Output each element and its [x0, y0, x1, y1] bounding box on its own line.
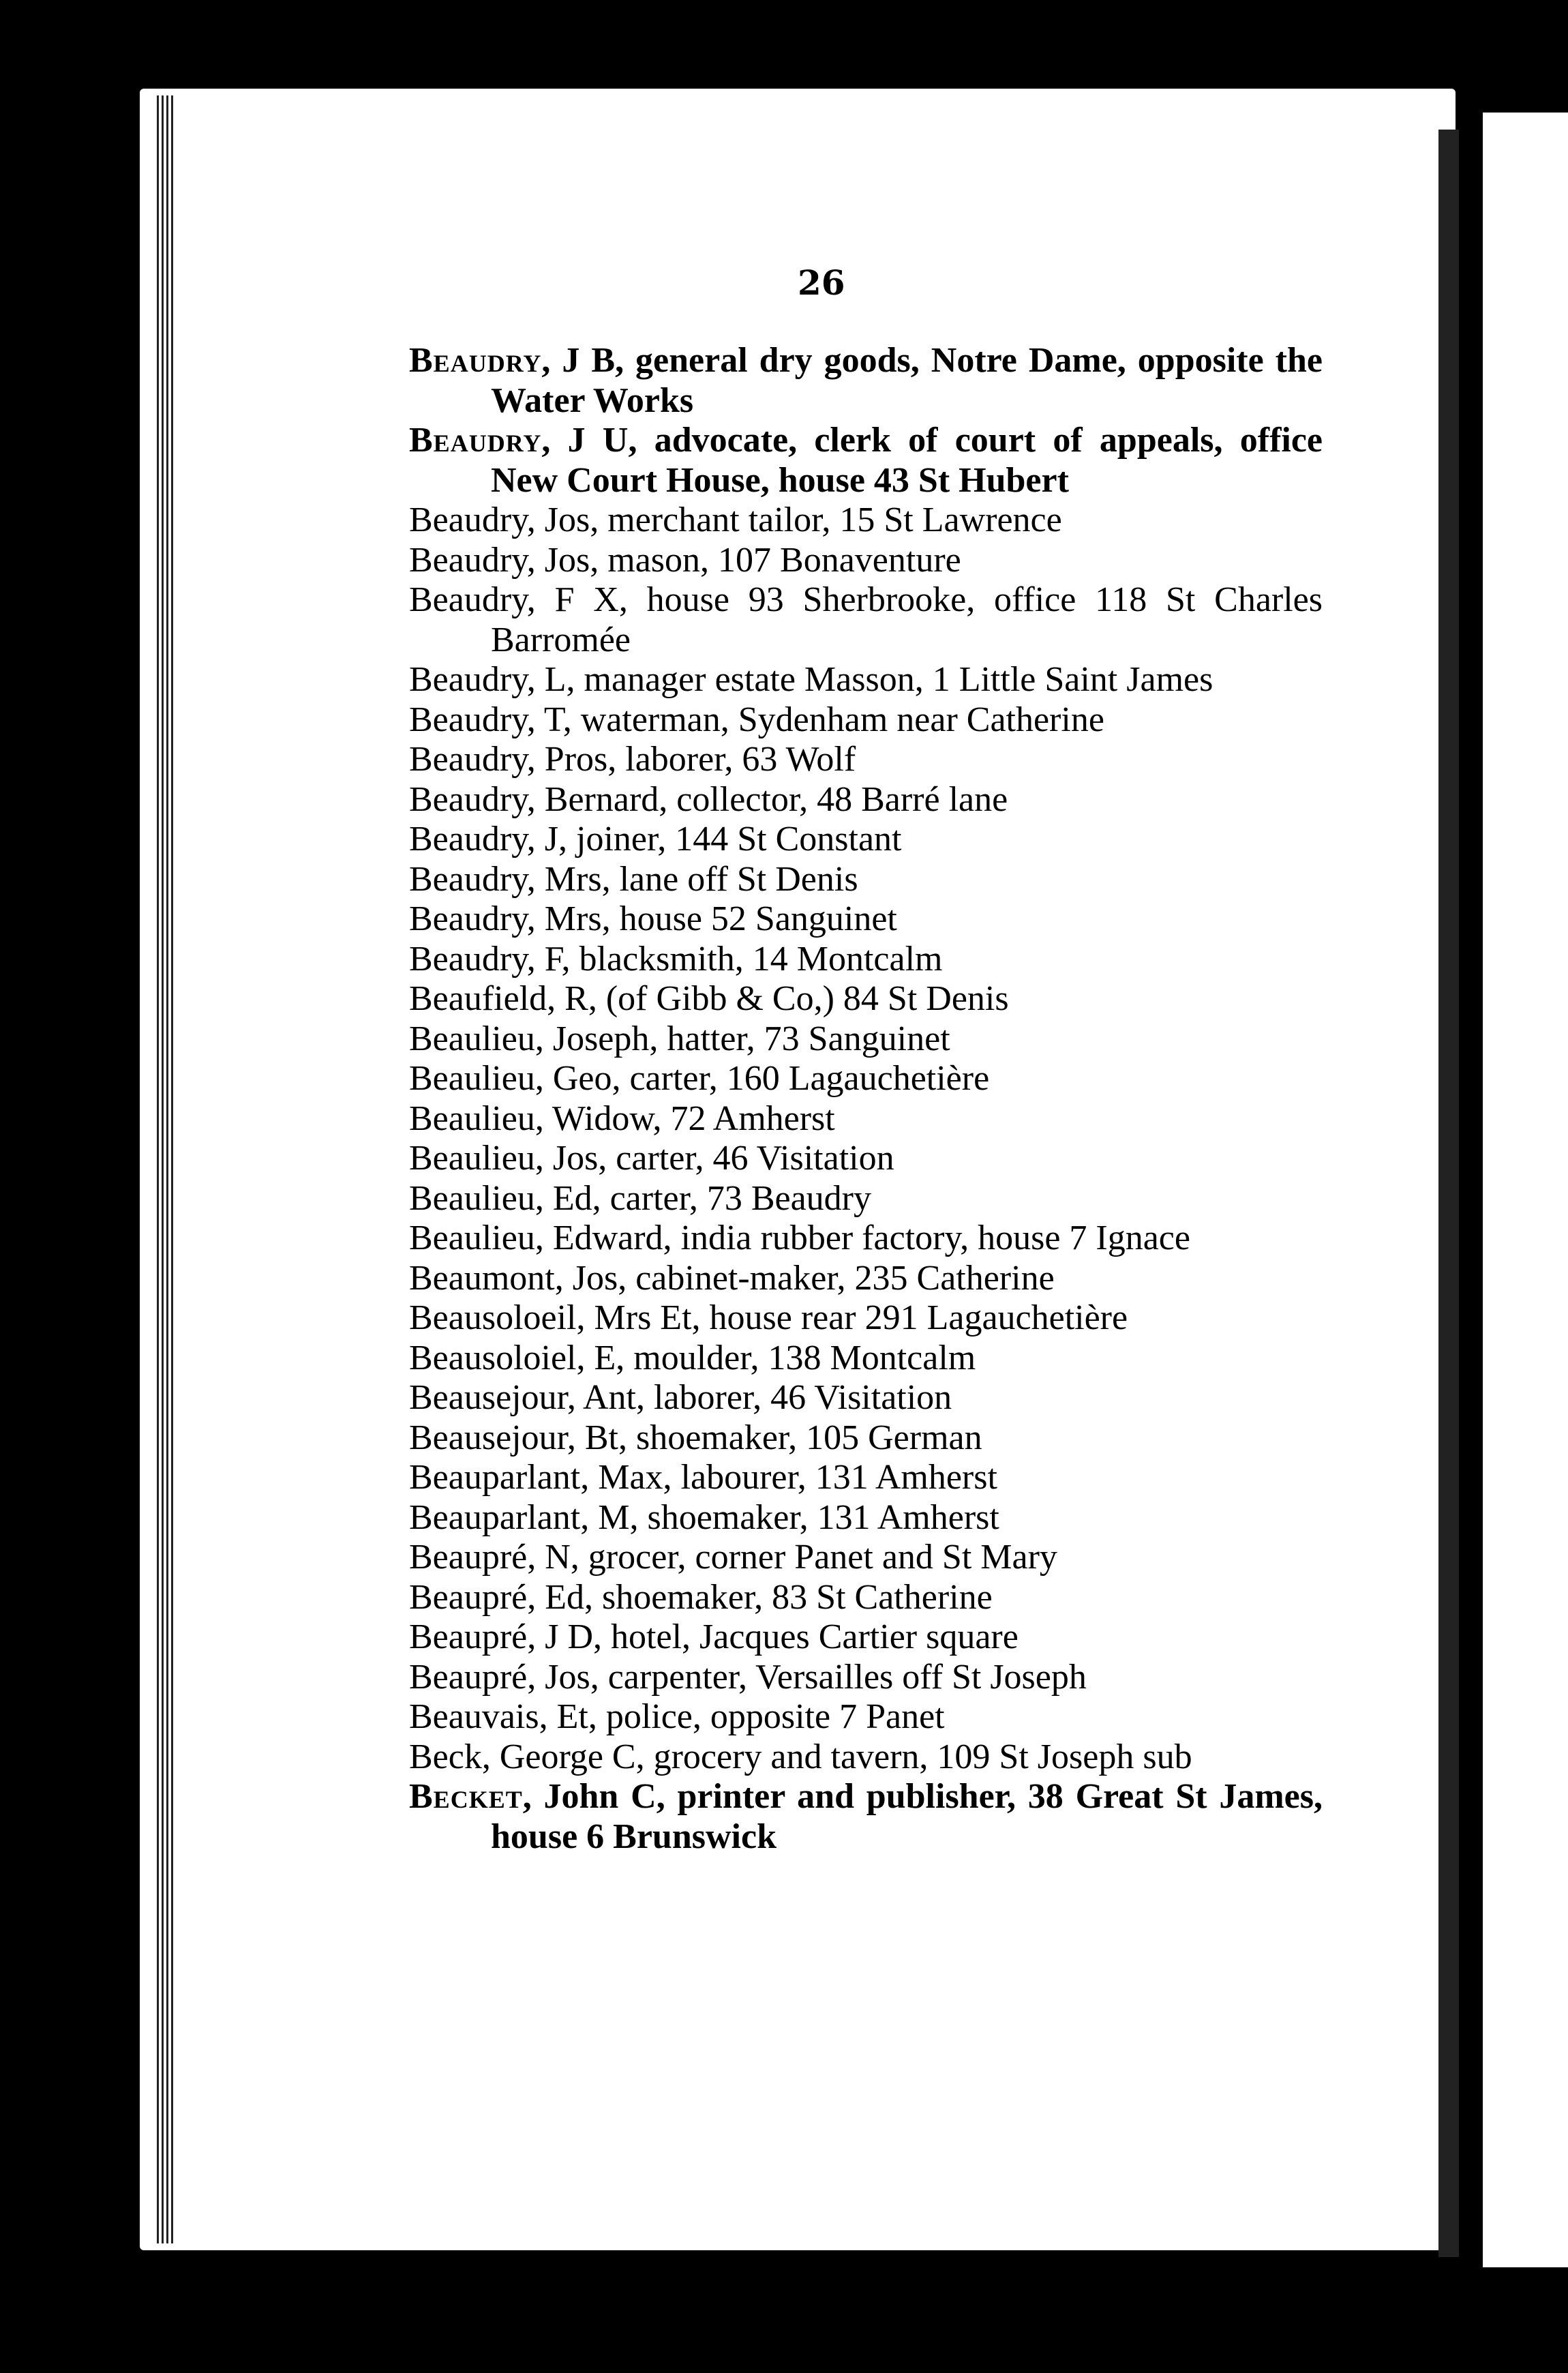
directory-entry [409, 899, 1323, 940]
directory-entry [409, 1179, 1323, 1219]
entry-surname: Beausoloeil [409, 1298, 577, 1337]
entry-details: , Bernard, collector, 48 Barré lane [526, 779, 1008, 819]
entry-details: , John C, printer and publisher, 38 Great St James, house 6 Brunswick [491, 1777, 1323, 1856]
directory-entry [409, 1418, 1323, 1459]
directory-entry [409, 780, 1323, 820]
directory-entry [409, 501, 1323, 541]
directory-entry [409, 1458, 1323, 1498]
entry-surname: Beaudry [409, 580, 527, 619]
entry-details: , Jos, cabinet-maker, 235 Catherine [554, 1258, 1055, 1298]
entry-surname: Beaupré [409, 1577, 528, 1617]
entry-details: , Mrs, house 52 Sanguinet [526, 899, 897, 938]
entry-details: , Jos, carpenter, Versailles off St Joseph [527, 1657, 1087, 1697]
directory-entry [409, 580, 1323, 660]
directory-entry [409, 1378, 1323, 1418]
directory-entry [409, 1059, 1323, 1099]
entry-surname: Beausoloiel [409, 1338, 577, 1377]
entry-details: , Joseph, hatter, 73 Sanguinet [534, 1019, 950, 1058]
entry-details: , R, (of Gibb & Co,) 84 St Denis [547, 979, 1009, 1018]
directory-entry [409, 1617, 1323, 1658]
entry-surname: Beaudry [409, 939, 527, 979]
entry-details: , Ed, shoemaker, 83 St Catherine [527, 1577, 993, 1617]
directory-entry [409, 1697, 1323, 1737]
entry-surname: Beaulieu [409, 1219, 535, 1257]
entry-surname: Beaulieu [409, 1099, 535, 1138]
entry-details: , Jos, merchant tailor, 15 St Lawrence [526, 501, 1062, 539]
directory-entry [409, 421, 1323, 501]
entry-surname: Beaulieu [409, 1178, 535, 1218]
directory-entry [409, 1339, 1323, 1379]
directory-entry [409, 660, 1323, 700]
entry-surname: Beaudry [409, 341, 542, 380]
entry-details: , J, joiner, 144 St Constant [526, 820, 902, 859]
facing-page-edge [1483, 113, 1568, 2267]
entry-surname: Beaudry [409, 421, 542, 460]
book-spine-edge [157, 95, 173, 2243]
entry-surname: Beaufield [409, 979, 547, 1018]
entry-details: , Edward, india rubber factory, house 7 Ignace [534, 1219, 1190, 1257]
entry-details: , Max, labourer, 131 Amherst [580, 1458, 997, 1497]
directory-entry [409, 1578, 1323, 1618]
directory-entry [409, 1259, 1323, 1299]
entry-surname: Beaudry [409, 700, 527, 739]
entry-surname: Beaulieu [409, 1019, 535, 1058]
directory-entry [409, 1099, 1323, 1139]
entry-details: , J D, hotel, Jacques Cartier square [527, 1617, 1019, 1656]
entry-details: , J U, advocate, clerk of court of appeals, office New Court House, house 43 St Hubert [491, 421, 1323, 500]
entry-surname: Beausejour [409, 1418, 567, 1457]
directory-entry [409, 541, 1323, 581]
entry-surname: Beaumont [409, 1258, 555, 1298]
entry-details: , Mrs Et, house rear 291 Lagauchetière [576, 1298, 1128, 1337]
entry-surname: Beck [409, 1737, 482, 1776]
entry-surname: Beaudry [409, 660, 527, 699]
entry-surname: Beaulieu [409, 1059, 535, 1098]
directory-entry [409, 820, 1323, 860]
directory-entry [409, 1219, 1323, 1259]
entry-details: , Geo, carter, 160 Lagauchetière [534, 1059, 990, 1098]
entry-surname: Beaupré [409, 1657, 528, 1697]
entry-surname: Beauparlant [409, 1458, 581, 1497]
entry-surname: Beauvais [409, 1697, 539, 1736]
entry-details: , George C, grocery and tavern, 109 St Joseph sub [481, 1737, 1192, 1776]
entry-details: , N, grocer, corner Panet and St Mary [527, 1538, 1057, 1577]
entry-surname: Beaupré [409, 1538, 528, 1577]
entry-surname: Beaulieu [409, 1139, 535, 1178]
entry-details: , M, shoemaker, 131 Amherst [580, 1497, 999, 1537]
directory-entry [409, 341, 1323, 421]
entry-surname: Beaudry [409, 859, 527, 899]
page-fold-shadow [1438, 130, 1459, 2257]
entry-details: , T, waterman, Sydenham near Catherine [526, 700, 1104, 739]
entry-surname: Beauparlant [409, 1497, 581, 1537]
directory-entry [409, 1019, 1323, 1060]
entry-details: , E, moulder, 138 Montcalm [576, 1338, 976, 1377]
entry-surname: Beaudry [409, 779, 527, 819]
entry-surname: Becket [409, 1777, 523, 1816]
entry-details: , Pros, laborer, 63 Wolf [526, 740, 856, 779]
directory-entry [409, 1737, 1323, 1778]
entry-surname: Beaudry [409, 899, 527, 938]
entry-details: , J B, general dry goods, Notre Dame, opposite the Water Works [491, 341, 1323, 420]
entry-details: , Widow, 72 Amherst [534, 1099, 835, 1138]
directory-entry [409, 1139, 1323, 1179]
entry-surname: Beaudry [409, 501, 527, 539]
directory-entry [409, 979, 1323, 1019]
entry-details: , Bt, shoemaker, 105 German [567, 1418, 982, 1457]
directory-entry [409, 1498, 1323, 1538]
directory-entry [409, 860, 1323, 900]
entry-details: , Jos, mason, 107 Bonaventure [526, 540, 961, 580]
entry-details: , F X, house 93 Sherbrooke, office 118 St Charles Barromée [491, 580, 1323, 659]
directory-entry [409, 940, 1323, 980]
page-number: 26 [798, 263, 845, 303]
entry-details: , F, blacksmith, 14 Montcalm [526, 939, 943, 979]
directory-entry [409, 740, 1323, 780]
entry-surname: Beaudry [409, 740, 527, 779]
directory-entry [409, 1658, 1323, 1698]
entry-surname: Beausejour [409, 1378, 567, 1417]
entry-details: , Et, police, opposite 7 Panet [539, 1697, 945, 1736]
directory-entries [409, 341, 1323, 1857]
directory-entry [409, 1777, 1323, 1857]
entry-details: , L, manager estate Masson, 1 Little Saint James [526, 660, 1213, 699]
directory-entry [409, 1298, 1323, 1339]
directory-entry [409, 700, 1323, 741]
entry-surname: Beaupré [409, 1617, 528, 1656]
entry-details: , Mrs, lane off St Denis [526, 859, 858, 899]
directory-entry [409, 1538, 1323, 1578]
entry-surname: Beaudry [409, 820, 527, 859]
entry-details: , Ant, laborer, 46 Visitation [567, 1378, 952, 1417]
entry-surname: Beaudry [409, 540, 527, 580]
entry-details: , Ed, carter, 73 Beaudry [534, 1178, 871, 1218]
entry-details: , Jos, carter, 46 Visitation [534, 1139, 894, 1178]
